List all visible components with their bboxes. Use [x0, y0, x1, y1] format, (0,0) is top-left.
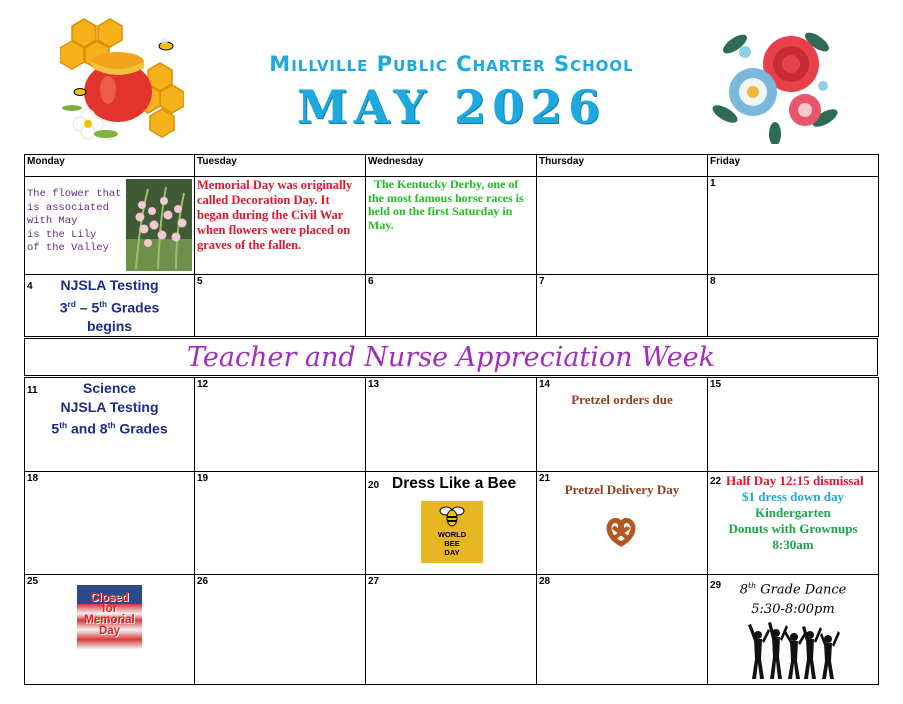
day-cell-19: [195, 472, 366, 575]
week-row-4: [25, 472, 879, 575]
njsla-testing-begins-note: [27, 276, 192, 335]
donuts-time: 8:30am: [772, 537, 814, 552]
grade-number: 3: [59, 299, 68, 316]
pretzel-orders-note: Pretzel orders due: [571, 392, 673, 407]
njsla-line: begins: [86, 317, 133, 334]
day-cell-27: [366, 575, 537, 685]
school-name: Millville Public Charter School: [269, 52, 634, 76]
day-cell-21: [537, 472, 708, 575]
sign-text: Memorial: [84, 614, 135, 626]
bee-icon: [439, 505, 465, 527]
science-njsla-note: [27, 379, 192, 438]
day-cell-25: [25, 575, 195, 685]
badge-text: WORLD: [437, 530, 467, 539]
day-number: 5: [197, 276, 203, 287]
day-cell-18: [25, 472, 195, 575]
calendar-header: [0, 0, 903, 150]
day-cell-14: [537, 378, 708, 472]
day-cell-22: [708, 472, 879, 575]
njsla-line: NJSLA Testing: [60, 398, 159, 415]
grade-dance-note: [710, 576, 876, 620]
day-cell-12: [195, 378, 366, 472]
day-cell-empty-monday: [25, 177, 195, 275]
day-cell-4: [25, 275, 195, 337]
lily-of-the-valley-icon: [126, 179, 192, 271]
header-monday: Monday: [25, 155, 195, 177]
day-cell-7: [537, 275, 708, 337]
njsla-grades-line: [27, 295, 192, 317]
lily-note-line: with May: [27, 215, 78, 227]
flower-bouquet-icon: [705, 14, 845, 144]
day-number: 11: [27, 385, 38, 396]
badge-text: DAY: [444, 548, 460, 557]
lily-note-line: is associated: [27, 201, 109, 214]
day-cell-8: [708, 275, 879, 337]
grade-number: 5: [51, 420, 60, 437]
header-thursday: Thursday: [537, 155, 708, 177]
day-number: 26: [197, 576, 209, 587]
header-wednesday: Wednesday: [366, 155, 537, 177]
day-number: 27: [368, 576, 380, 587]
grade-number: 8: [739, 582, 748, 598]
ordinal-suffix: th: [59, 420, 68, 430]
day-number: 14: [539, 379, 551, 390]
day-number: 1: [710, 178, 716, 189]
calendar-grid-top: [24, 154, 879, 337]
day-number: 25: [27, 576, 39, 587]
kindergarten-note: Kindergarten: [755, 505, 831, 520]
day-cell-20: [366, 472, 537, 575]
day-number: 7: [539, 276, 545, 287]
week-row-5: [25, 575, 879, 685]
day-cell-1: [708, 177, 879, 275]
day-cell-13: [366, 378, 537, 472]
day-cell-wednesday-w1: [366, 177, 537, 275]
grade-dance-time: 5:30-8:00pm: [751, 602, 835, 618]
dress-down-note: $1 dress down day: [742, 489, 844, 504]
header-tuesday: Tuesday: [195, 155, 366, 177]
day-cell-28: [537, 575, 708, 685]
day-cell-26: [195, 575, 366, 685]
day-number: 20: [368, 480, 380, 491]
donuts-note: Donuts with Grownups: [728, 521, 858, 536]
sign-text: Day: [98, 625, 121, 637]
lily-note-line: is the Lily: [27, 228, 97, 241]
sign-text: for: [101, 603, 118, 615]
weekday-header-row: [25, 155, 879, 177]
day-cell-6: [366, 275, 537, 337]
kentucky-derby-note: The Kentucky Derby, one of the most famous horse races is held on the first Saturday in May.: [368, 177, 527, 232]
day-number: 18: [27, 473, 39, 484]
njsla-line: NJSLA Testing: [60, 277, 159, 293]
day-cell-tuesday-w1: [195, 177, 366, 275]
grade-dance-label: Grade Dance: [756, 582, 847, 598]
week-row-1: [25, 177, 879, 275]
dress-like-a-bee-note: Dress Like a Bee: [392, 475, 517, 492]
sign-text: Closed: [90, 592, 129, 604]
memorial-day-note: Memorial Day was originally called Decoration Day. It began during the Civil War when flowers were placed on graves of the fallen.: [197, 178, 353, 252]
day-number: 6: [368, 276, 374, 287]
half-day-note: Half Day 12:15 dismissal: [726, 473, 864, 488]
lily-note-line: The flower that: [27, 188, 122, 200]
day-number: 8: [710, 276, 716, 287]
grade-dance-title: [710, 576, 876, 600]
header-friday: Friday: [708, 155, 879, 177]
week-row-2: [25, 275, 879, 337]
ordinal-suffix: rd: [67, 298, 76, 309]
day-cell-15: [708, 378, 879, 472]
day-cell-29: [708, 575, 879, 685]
grades-line: [27, 416, 192, 438]
day-number: 22: [710, 476, 722, 487]
dancers-silhouette-icon: [748, 621, 840, 681]
lily-note-line: of the Valley: [27, 242, 109, 254]
ordinal-suffix: th: [99, 298, 108, 309]
pretzel-icon: [604, 517, 638, 547]
day-number: 21: [539, 473, 551, 484]
grade-number: – 5: [75, 299, 100, 316]
day-number: 19: [197, 473, 209, 484]
day-number: 28: [539, 576, 551, 587]
grade-word: Grades: [115, 420, 168, 437]
day-cell-11: [25, 378, 195, 472]
day-number: 4: [27, 281, 33, 292]
day-number: 15: [710, 379, 722, 390]
day-number: 13: [368, 379, 380, 390]
grade-number: and 8: [67, 420, 108, 437]
month-title: MAY 2026: [296, 80, 607, 134]
grade-word: Grades: [107, 299, 160, 316]
world-bee-day-badge: [421, 501, 483, 563]
calendar-grid-bottom: [24, 377, 879, 685]
day-cell-thursday-w1: [537, 177, 708, 275]
badge-text: BEE: [444, 539, 460, 548]
day-number: 12: [197, 379, 209, 390]
pretzel-delivery-note: Pretzel Delivery Day: [564, 482, 680, 497]
ordinal-suffix: th: [747, 581, 757, 590]
memorial-day-closed-sign: [77, 585, 142, 649]
ordinal-suffix: th: [107, 420, 116, 430]
science-line: Science: [83, 380, 136, 396]
week-row-3: [25, 378, 879, 472]
appreciation-week-banner: Teacher and Nurse Appreciation Week: [24, 338, 878, 376]
day-number: 29: [710, 580, 722, 591]
day-cell-5: [195, 275, 366, 337]
